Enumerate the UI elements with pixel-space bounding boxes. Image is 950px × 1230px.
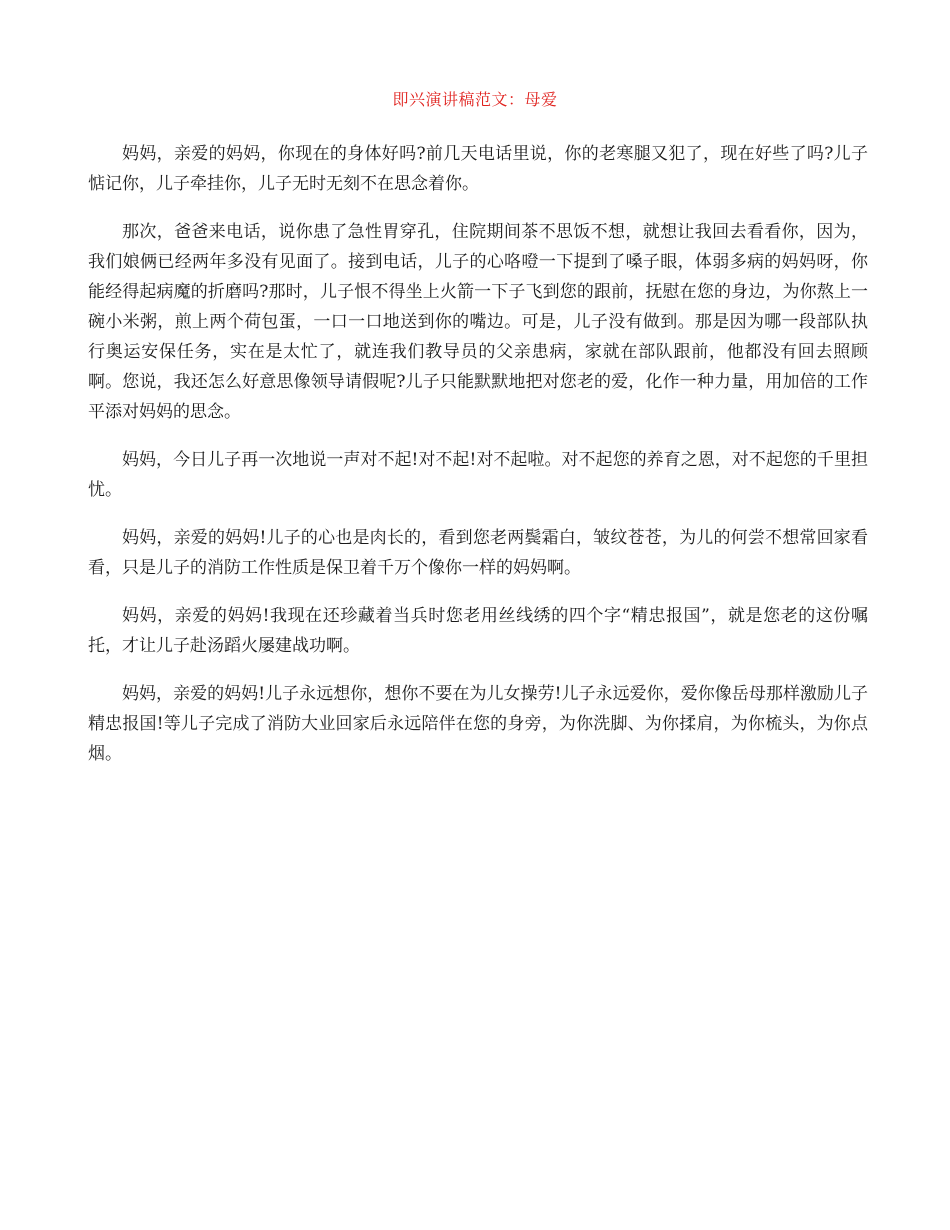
paragraph: 那次，爸爸来电话，说你患了急性胃穿孔，住院期间茶不思饭不想，就想让我回去看看你，因为，我们娘俩已经两年多没有见面了。接到电话，儿子的心咯噔一下提到了嗓子眼，体弱多病的妈妈呀，你能经得起病魔的折磨吗?那时，儿子恨不得坐上火箭一下子飞到您的跟前，抚慰在您的身边，为你熬上一碗小米粥，煎上两个荷包蛋，一口一口地送到你的嘴边。可是，儿子没有做到。那是因为哪一段部队执行奥运安保任务，实在是太忙了，就连我们教导员的父亲患病，家就在部队跟前，他都没有回去照顾啊。您说，我还怎么好意思像领导请假呢?儿子只能默默地把对您老的爱，化作一种力量，用加倍的工作平添对妈妈的思念。 xyxy=(88,222,868,422)
paragraph: 妈妈，亲爱的妈妈!儿子永远想你，想你不要在为儿女操劳!儿子永远爱你，爱你像岳母那样激励儿子精忠报国!等儿子完成了消防大业回家后永远陪伴在您的身旁，为你洗脚、为你揉肩，为你梳头，为你点烟。 xyxy=(88,684,868,764)
paragraph: 妈妈，亲爱的妈妈，你现在的身体好吗?前几天电话里说，你的老寒腿又犯了，现在好些了吗?儿子惦记你，儿子牵挂你，儿子无时无刻不在思念着你。 xyxy=(88,144,868,194)
document-title: 即兴演讲稿范文：母爱 xyxy=(392,90,558,109)
document-body xyxy=(88,139,868,787)
paragraph: 妈妈，亲爱的妈妈!儿子的心也是肉长的，看到您老两鬓霜白，皱纹苍苍，为儿的何尝不想常回家看看，只是儿子的消防工作性质是保卫着千万个像你一样的妈妈啊。 xyxy=(88,528,868,578)
paragraph: 妈妈，今日儿子再一次地说一声对不起!对不起!对不起啦。对不起您的养育之恩，对不起您的千里担忧。 xyxy=(88,450,868,500)
paragraph: 妈妈，亲爱的妈妈!我现在还珍藏着当兵时您老用丝线绣的四个字“精忠报国”，就是您老的这份嘱托，才让儿子赴汤蹈火屡建战功啊。 xyxy=(88,606,868,656)
